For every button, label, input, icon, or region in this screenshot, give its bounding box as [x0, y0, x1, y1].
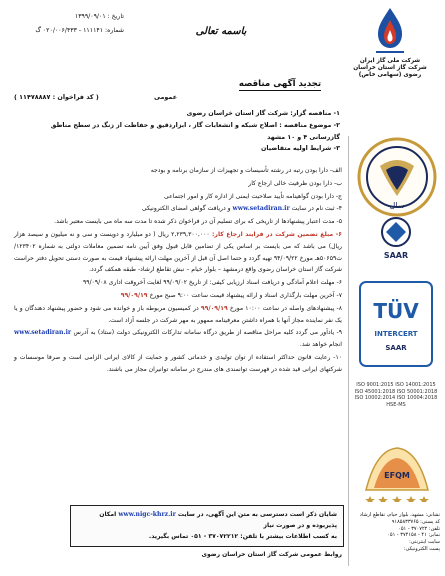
main-item: ۱- مناقصه گزار: شرکت گاز استان خراسان رضوی	[186, 110, 340, 117]
contact-site-label: سایت اینترنتی:	[409, 539, 440, 545]
header-meta	[14, 10, 124, 38]
contact-address: نشانی: مشهد، بلوار خیام، تقاطع ارشاد	[359, 512, 440, 518]
nigc-khrz-link[interactable]: www.nigc-khrz.ir	[118, 511, 176, 518]
tender-title-text: تجدید آگهی مناقصه	[238, 79, 322, 89]
number-line: شماره: ۱۱۱۱۴۱ - ۰۲۰/۰۰۶/۴۳۳ گ	[35, 27, 124, 34]
condition-guarantee	[14, 229, 342, 276]
condition-national-law: ۱۰- رعایت قانون حداکثر استفاده از توان تولیدی و خدماتی کشور و حمایت از کالای ایرانی الزامی است و صرفا موسسات و شرکتهای ایرانی قید شده در فهرست توانمندی های مندرج در سامانه توانیران مجاز می باشند.	[14, 353, 342, 373]
main-item: گازرسانی ۴ و ۱۰ مشهد	[267, 133, 340, 141]
condition-be: ب- دارا بودن ظرفیت خالی ارجاع کار	[248, 179, 342, 187]
tender-subline	[14, 93, 340, 101]
saar-logo-icon	[356, 214, 436, 264]
contact-email-label: پست الکترونیکی:	[403, 545, 440, 552]
contact-fax: نمابر: ۴۱ - ۳۷۴۱۵۸ - ۰۵۱	[387, 532, 440, 539]
tender-main-items	[14, 108, 340, 155]
registration-suffix: و دریافت گواهی امضای الکترونیکی	[141, 205, 231, 213]
upload-deadline-text: ۷- آخرین مهلت بارگذاری اسناد و ارائه پیشنهاد قیمت ساعت ۹:۰۰ صبح مورخ	[149, 291, 342, 299]
condition-portal	[14, 327, 342, 351]
public-relations-signature: روابط عمومی شرکت گاز استان خراسان رضوی	[201, 551, 342, 558]
tender-body	[14, 165, 342, 377]
intercert-label: INTERCERT	[374, 330, 418, 338]
saar-sub-label: SAAR	[385, 344, 407, 352]
column-separator	[348, 136, 349, 566]
iso-certifications: ISO 9001:2015 ISO 14001:2015 ISO 45001:2018 ISO 50001:2018 ISO 10002:2014 ISO 10004:2018 HSE-MS	[354, 382, 438, 408]
basmala: باسمه تعالی	[195, 26, 247, 37]
contact-info-box	[70, 505, 344, 547]
nigc-logo-icon	[372, 6, 408, 58]
quality-label: EFQM	[384, 471, 410, 480]
registration-prefix: ۴- ثبت نام در سایت	[291, 205, 342, 213]
condition-upload-deadline	[14, 290, 342, 302]
condition-jim: ج- دارا بودن گواهینامه تأیید صلاحیت ایمنی از اداره کار و امور اجتماعی	[164, 192, 342, 200]
condition-registration	[14, 203, 342, 215]
condition-validity: ۵- مدت اعتبار پیشنهادها از تاریخی که برای تسلیم آن در فراخوان ذکر شده تا مدت سه ماه می بایست معتبر باشد.	[54, 218, 342, 226]
tender-type: عمومی	[154, 93, 178, 101]
portal-text: ۹- یادآور می گردد کلیه مراحل مناقصه از طریق درگاه سامانه تدارکات الکترونیکی دولت (ستاد) به آدرس	[73, 329, 342, 337]
main-item: ۲- موضوع مناقصه : اصلاح شبکه و انشعابات گاز ، ابزاردقیق و حفاظت از زنگ در سطح مناطق	[50, 121, 340, 129]
date-line: تاریخ : ۱۳۹۹/۰۹/۰۱	[74, 13, 124, 20]
saar-label: SAAR	[383, 251, 409, 260]
portal-suffix: انجام خواهد شد.	[299, 341, 342, 349]
tender-title	[200, 79, 360, 91]
contact-phone: تلفن: ۳۷۰۷۲۲ - ۰۵۱	[398, 525, 440, 532]
info-line-2: به کسب اطلاعات بیشتر با تلفن: ۳۷۰۷۲۲۱۲ - ۰۵۱ تماس بگیرید.	[148, 533, 337, 540]
setadiran-link[interactable]: www.setadiran.ir	[232, 205, 290, 213]
tuv-intercert-logo-icon	[356, 278, 436, 370]
opening-date: ۹۹/۰۹/۱۹	[200, 304, 228, 312]
guarantee-text: ۲,۲۳۹,۳۰۰,۰۰۰ ریال ( دو میلیارد و دویست و سی و نه میلیون و سیصد هزار ریال) می باشد که می بایست بر اساس یکی از تضامین قابل قبول وفق آیین نامه تضمین معاملات دولتی به شماره ۱۲۳۴۰۲/ت۵۰۶۵۹هـ مورخ ۹۴/۰۹/۲۲ تهیه گردد و حتما اصل آن قبل از آخرین مهلت ارائه پیشنهاد قیمت به صورت دستی تحویل دفتر حراست شرکت گاز استان خراسان رضوی واقع درمشهد – بلوار خیام – نبش تقاطع ارشاد- طبقه همکف گردد.	[14, 230, 342, 274]
upload-deadline-date: ۹۹/۰۹/۱۹	[120, 291, 148, 299]
company-contact	[354, 512, 440, 553]
guarantee-label: ۶- مبلغ تضمین شرکت در فرایند ارجاع کار:	[212, 230, 342, 238]
setadiran-link-2[interactable]: www.setadiran.ir	[14, 329, 72, 337]
call-number: ( کد فراخوان : ۱۱۴۷۸۸۸۷ )	[14, 93, 99, 101]
condition-opening	[14, 303, 342, 327]
quality-award-icon	[356, 440, 438, 502]
badge-year-text: سال	[389, 201, 405, 210]
info-prefix: شایان ذکر است دسترسی به متن این آگهی، در سایت	[177, 511, 337, 518]
anniversary-badge-icon	[356, 136, 438, 218]
condition-deadline-docs: ۶- مهلت اعلام آمادگی و دریافت اسناد ارزیابی کیفی: از تاریخ ۹۹/۰۹/۰۲ لغایت آخروقت اداری ۹۹/۰۹/۰۸	[82, 279, 342, 287]
contact-postal: کد پستی: ۹۱۸۵۸۳۳۷۶۵	[391, 518, 440, 525]
tuv-label: TÜV	[373, 299, 419, 323]
opening-prefix: ۸- پیشنهادهای واصله در ساعت ۱۰:۰۰ مورخ	[229, 304, 343, 312]
info-line-1	[77, 509, 337, 531]
main-item: ۳- شرایط اولیه متقاضیان	[261, 145, 340, 153]
company-name: شرکت ملی گاز ایران شرکت گاز استان خراسان رضوی (سهامی خاص)	[353, 58, 427, 79]
info-suffix: امکان پذیربوده و در صورت نیاز	[99, 511, 337, 529]
opening-text: در کمیسیون مربوطه باز و خوانده می شود و حضور پیشنهاد دهندگان و یا یک نفر نماینده مجاز آنها با همراه داشتن معرفینامه ممهور به مهر شرکت در جلسه آزاد است.	[14, 304, 342, 324]
condition-alef: الف- دارا بودن رتبه در رشته تأسیسات و تجهیزات از سازمان برنامه و بودجه	[150, 167, 342, 174]
